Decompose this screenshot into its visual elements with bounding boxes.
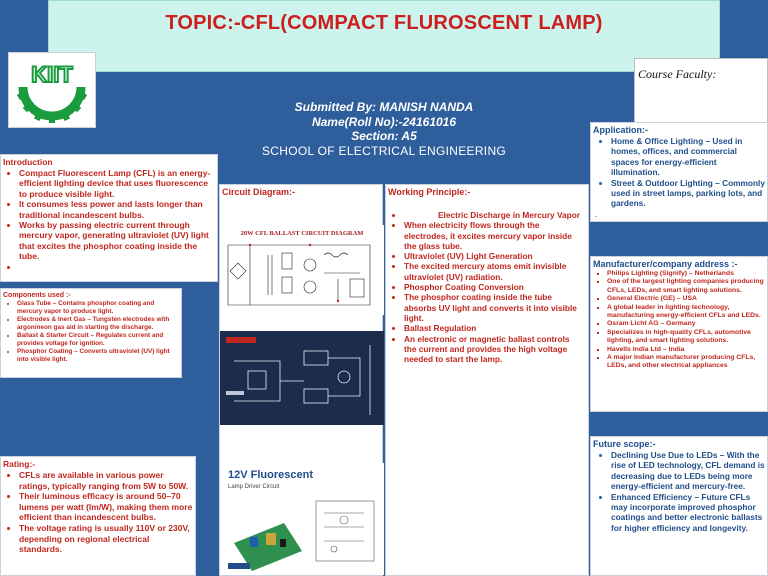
- working-heading: Working Principle:-: [388, 187, 471, 197]
- list-item: • Works by passing electric current through mercury vapor, generating ultraviolet (UV) light that excites the phosphor coating inside the tube.: [19, 220, 215, 262]
- application-list: [593, 136, 765, 209]
- dark-circuit-image: [220, 331, 384, 425]
- course-faculty-box: [634, 58, 768, 128]
- list-item: • Electric Discharge in Mercury Vapor: [404, 210, 584, 220]
- manufacturer-heading: Manufacturer/company address :-: [593, 259, 738, 269]
- manufacturer-panel: [590, 256, 768, 412]
- submitted-block: [200, 100, 568, 158]
- list-item: ▪ Osram Licht AG – Germany: [607, 320, 765, 328]
- list-item: ▪ Philips Lighting (Signify) – Netherlands: [607, 270, 765, 278]
- introduction-panel: [0, 154, 218, 282]
- kiit-logo-icon: [9, 53, 95, 127]
- course-faculty-label: Course Faculty:: [638, 67, 717, 81]
- manufacturer-list: [593, 270, 765, 371]
- list-item: ▪ Specializes in high-quality CFLs, automotive lighting, and smart lighting solutions.: [607, 329, 765, 346]
- list-item: • Phosphor Coating – Converts ultraviolet (UV) light into visible light.: [17, 348, 179, 364]
- list-item: • The voltage rating is usually 110V or 230V, depending on regional electrical standards.: [19, 523, 193, 555]
- list-item: • The excited mercury atoms emit invisible ultraviolet (UV) radiation.: [404, 261, 584, 282]
- list-item: ▪ A global leader in lighting technology, manufacturing energy-efficient CFLs and LEDs.: [607, 304, 765, 321]
- application-trailing: .: [595, 208, 598, 219]
- future-scope-panel: [590, 436, 768, 576]
- list-item: • Phosphor Coating Conversion: [404, 282, 584, 292]
- list-item: • Ballast Regulation: [404, 323, 584, 333]
- list-item: • Their luminous efficacy is around 50–70 lumens per watt (lm/W), making them more efficient than incandescent bulbs.: [19, 491, 193, 523]
- list-item: • Ballast & Starter Circuit – Regulates current and provides voltage for ignition.: [17, 332, 179, 348]
- components-list: [3, 300, 179, 364]
- list-item: • Home & Office Lighting – Used in homes, offices, and commercial spaces for energy-efficient illumination.: [611, 136, 765, 178]
- ballast-circuit-image: [220, 225, 384, 315]
- title-band: [48, 0, 720, 72]
- application-heading: Application:-: [593, 125, 648, 135]
- rating-panel: [0, 456, 196, 576]
- list-item: • Street & Outdoor Lighting – Commonly used in street lamps, parking lots, and gardens.: [611, 178, 765, 209]
- rating-heading: Rating:-: [3, 459, 36, 469]
- school-name: SCHOOL OF ELECTRICAL ENGINEERING: [261, 143, 507, 158]
- list-item: ▪ Havells India Ltd – India: [607, 346, 765, 354]
- list-item: • Enhanced Efficiency – Future CFLs may incorporate improved phosphor coatings and better electronic ballasts for higher efficiency and longevity.: [611, 492, 765, 534]
- components-heading: Components used :-: [3, 292, 71, 299]
- driver-circuit-title: 12V Fluorescent: [228, 469, 313, 481]
- list-item: • It consumes less power and lasts longer than traditional incandescent bulbs.: [19, 199, 215, 220]
- list-item: ▪ One of the largest lighting companies producing CFLs, LEDs, and smart lighting solutions.: [607, 278, 765, 295]
- working-principle-panel: [385, 184, 589, 576]
- page-title: TOPIC:-CFL(COMPACT FLUROSCENT LAMP): [165, 12, 603, 34]
- list-item: • An electronic or magnetic ballast controls the current and provides the high voltage needed to start the lamp.: [404, 334, 584, 365]
- circuit-heading: Circuit Diagram:-: [222, 187, 296, 197]
- introduction-list: [3, 168, 215, 272]
- future-heading: Future scope:-: [593, 439, 656, 449]
- working-list: [388, 210, 584, 364]
- ballast-circuit-title: 20W CFL BALLAST CIRCUIT DIAGRAM: [240, 230, 364, 237]
- list-item: ▪ General Electric (GE) – USA: [607, 295, 765, 303]
- list-item: • Electrodes & Inert Gas – Tungsten electrodes with argon/neon gas aid in starting the discharge.: [17, 316, 179, 332]
- list-item: • When electricity flows through the electrodes, it excites mercury vapor inside the glass tube.: [404, 220, 584, 251]
- list-item: • Glass Tube – Contains phosphor coating and mercury vapor to produce light.: [17, 300, 179, 316]
- section: Section: A5: [351, 129, 417, 143]
- future-list: [593, 450, 765, 533]
- list-item: • Declining Use Due to LEDs – With the rise of LED technology, CFL demand is decreasing due to LEDs being more energy-efficient and mercury-free.: [611, 450, 765, 492]
- list-item: • Ultraviolet (UV) Light Generation: [404, 251, 584, 261]
- rating-list: [3, 470, 193, 555]
- kiit-logo: [8, 52, 96, 128]
- list-item: ▪ A major Indian manufacturer producing CFLs, LEDs, and other electrical appliances: [607, 354, 765, 371]
- list-item: • Compact Fluorescent Lamp (CFL) is an energy-efficient lighting device that uses fluorescence to produce visible light.: [19, 168, 215, 199]
- driver-circuit-subtitle: Lamp Driver Circuit: [228, 484, 280, 490]
- introduction-heading: Introduction: [3, 157, 53, 167]
- roll-number: Name(Roll No):-24161016: [311, 114, 457, 129]
- circuit-panel: [219, 184, 383, 576]
- driver-board-icon: [224, 493, 380, 573]
- components-panel: [0, 288, 182, 378]
- application-panel: [590, 122, 768, 222]
- logo-text: KIIT: [31, 62, 73, 87]
- list-item: • CFLs are available in various power ratings, typically ranging from 5W to 50W.: [19, 470, 193, 491]
- list-item: • The phosphor coating inside the tube absorbs UV light and converts it into visible light.: [404, 292, 584, 323]
- list-item: [19, 262, 215, 272]
- submitted-by: Submitted By: MANISH NANDA: [294, 100, 474, 114]
- driver-circuit-image: [220, 463, 384, 575]
